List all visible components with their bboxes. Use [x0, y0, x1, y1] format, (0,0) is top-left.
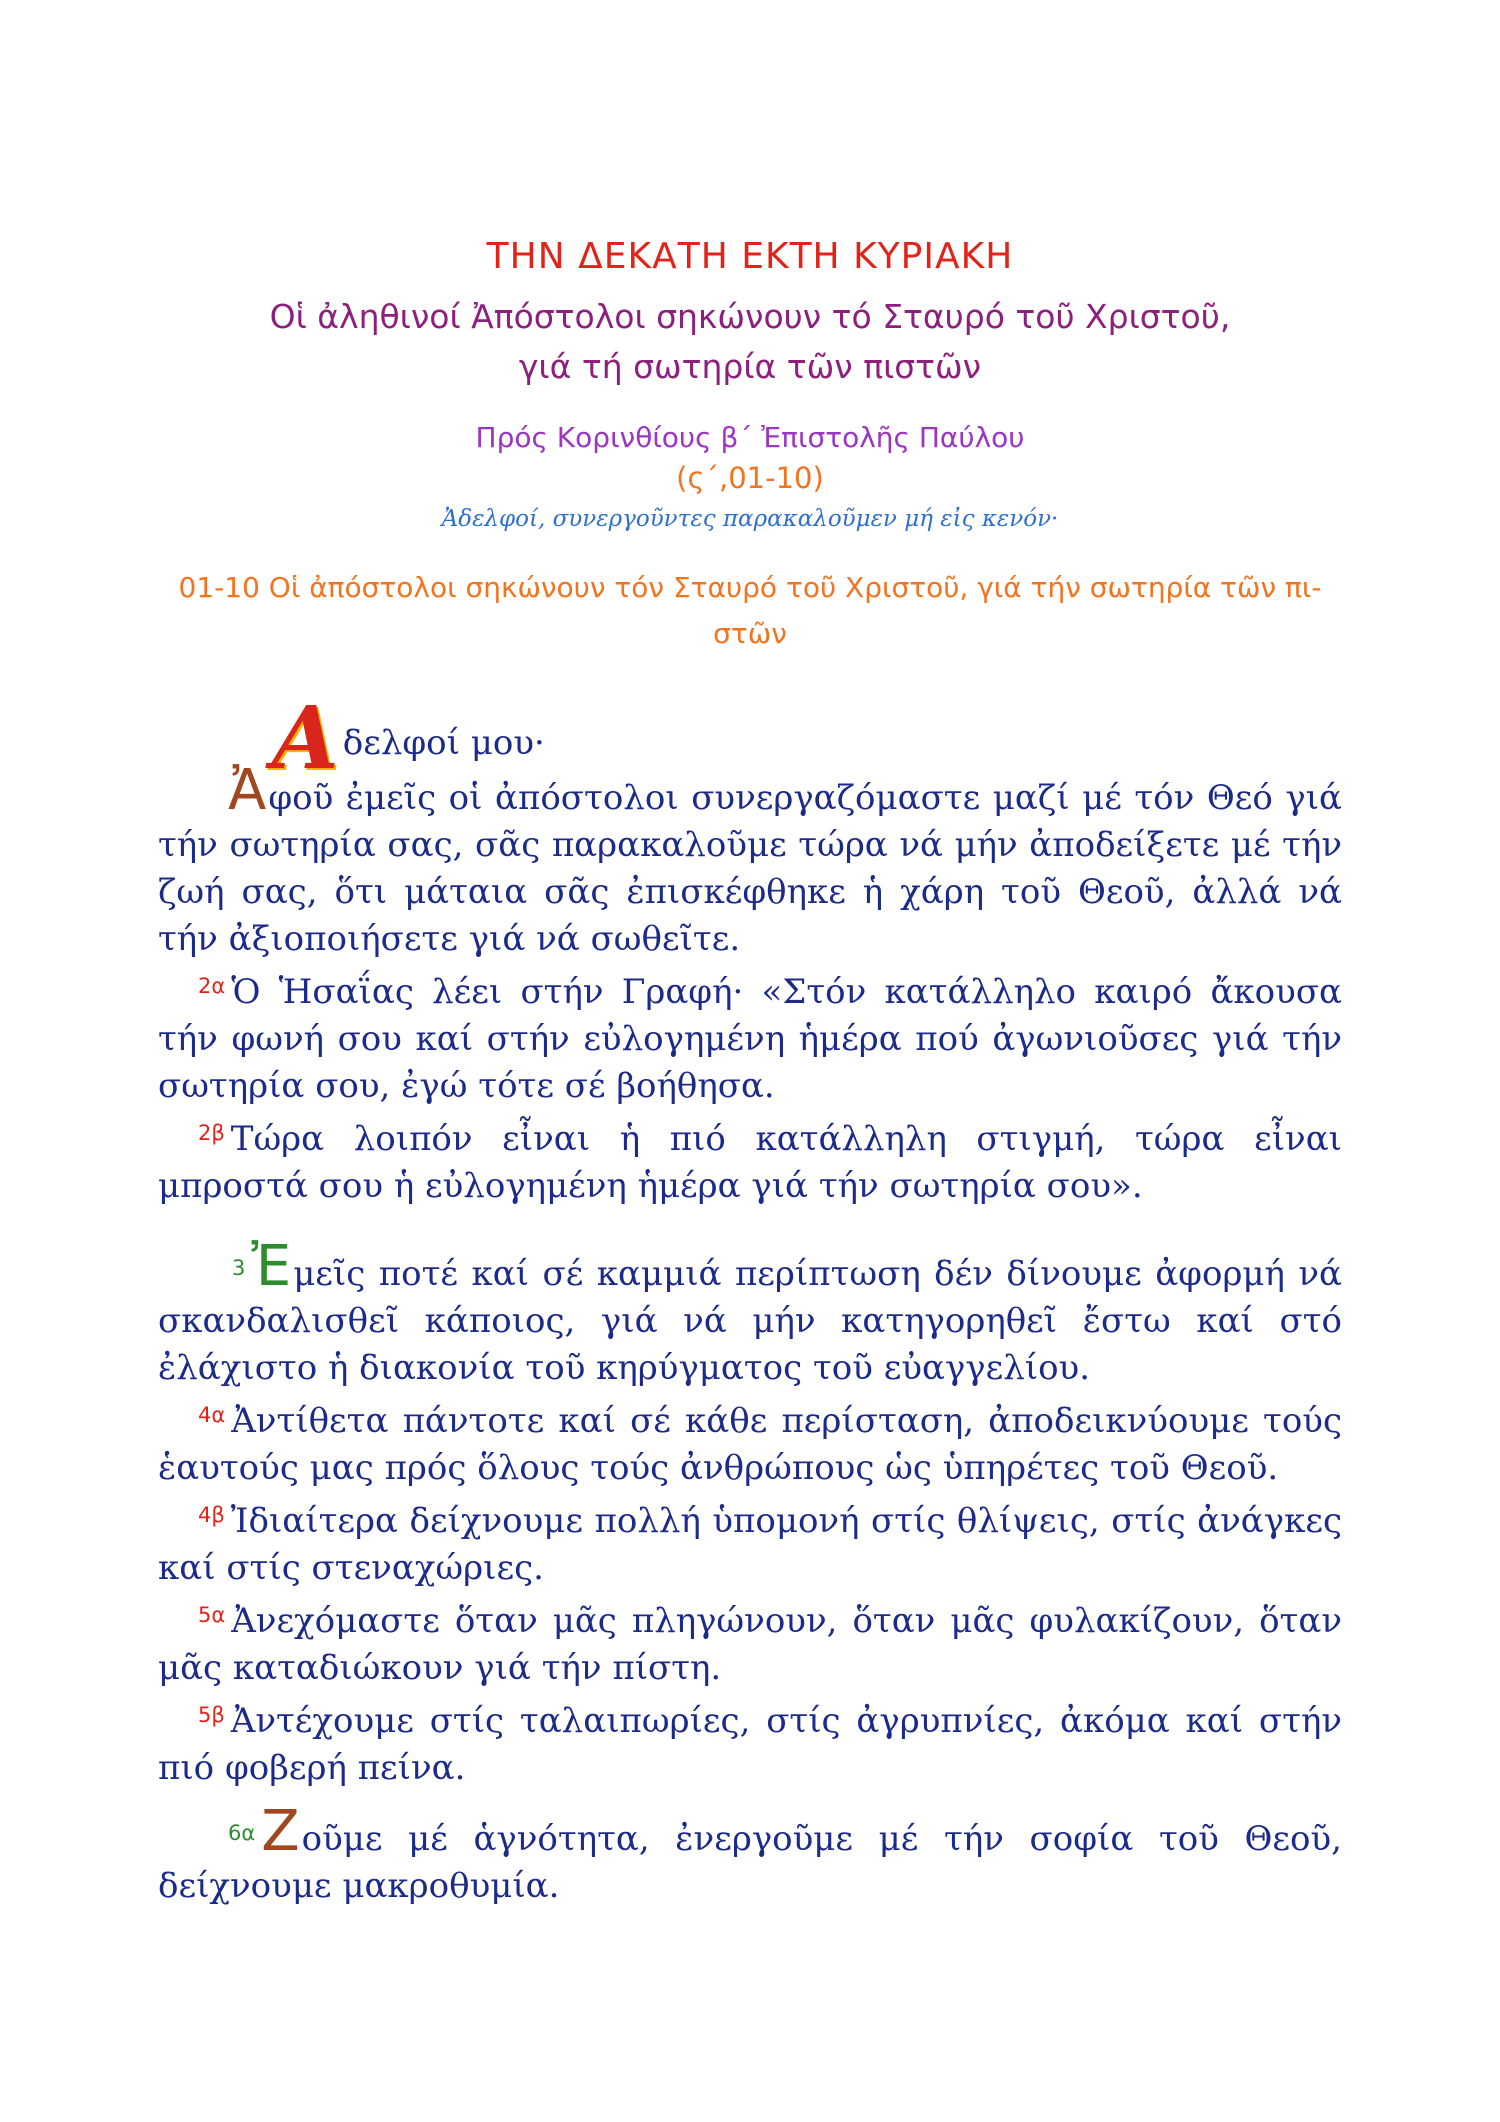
- verse-initial: Ἐ: [251, 1234, 292, 1299]
- verse-paragraph: [158, 1692, 1342, 1792]
- subtitle-line-1: Οἱ ἀληθινοί Ἀπόστολοι σηκώνουν τό Σταυρό τοῦ Χριστοῦ,: [269, 297, 1231, 336]
- verse-number: 5β: [198, 1703, 225, 1727]
- chapter-reference: (ς΄,01-10): [676, 461, 824, 495]
- verse-number: 2β: [198, 1121, 225, 1145]
- greeting-text: δελφοί μου·: [342, 723, 545, 763]
- verse-paragraph: [158, 963, 1342, 1110]
- epistle-heading: Πρός Κορινθίους β΄ Ἐπιστολῆς Παύλου: [475, 421, 1025, 454]
- verse-paragraph: [158, 758, 1342, 963]
- verse-initial: Ζ: [261, 1799, 300, 1864]
- verse-text: Ἀνεχόμαστε ὅταν μᾶς πληγώνουν, ὅταν μᾶς φυλακίζουν, ὅταν μᾶς καταδιώκουν γιά τήν πίστη.: [158, 1601, 1342, 1688]
- verse-text: οῦμε μέ ἁγνότητα, ἐνεργοῦμε μέ τήν σοφία τοῦ Θεοῦ, δείχνουμε μακροθυμία.: [158, 1819, 1342, 1906]
- scripture-section-2: [158, 1234, 1342, 1792]
- verse-text: Ἰδιαίτερα δείχνουμε πολλή ὑπομονή στίς θλίψεις, στίς ἀνάγκες καί στίς στεναχώριες.: [158, 1501, 1342, 1588]
- verse-text: Ἀντέχουμε στίς ταλαιπωρίες, στίς ἀγρυπνίες, ἀκόμα καί στήν πιό φοβερή πείνα.: [158, 1701, 1342, 1788]
- passage-summary: 01-10 Οἱ ἀπόστολοι σηκώνουν τόν Σταυρό τοῦ Χριστοῦ, γιά τήν σωτηρία τῶν πι-στῶν: [178, 571, 1322, 650]
- greeting-line: [272, 688, 545, 789]
- verse-paragraph: [158, 1592, 1342, 1692]
- verse-number: 6α: [228, 1821, 256, 1845]
- verse-text: Τώρα λοιπόν εἶναι ἡ πιό κατάλληλη στιγμή, τώρα εἶναι μπροστά σου ἡ εὐλογημένη ἡμέρα γιά τήν σωτηρία σου».: [158, 1119, 1342, 1206]
- verse-paragraph: [158, 1799, 1342, 1910]
- verse-paragraph: [158, 1392, 1342, 1492]
- verse-number: 3: [232, 1256, 246, 1280]
- verse-initial: Ἀ: [228, 758, 267, 823]
- verse-text: Ἀντίθετα πάντοτε καί σέ κάθε περίσταση, ἀποδεικνύουμε τούς ἑαυτούς μας πρός ὅλους τούς ἀνθρώπους ὡς ὑπηρέτες τοῦ Θεοῦ.: [158, 1401, 1342, 1488]
- verse-paragraph: [158, 1110, 1342, 1210]
- scripture-section-1: [158, 758, 1342, 1210]
- verse-number: 2α: [198, 974, 226, 998]
- verse-number: 4β: [198, 1503, 225, 1527]
- scripture-section-3: [158, 1799, 1342, 1910]
- page-title: ΤΗΝ ΔΕΚΑΤΗ ΕΚΤΗ ΚΥΡΙΑΚΗ: [486, 236, 1014, 277]
- ornate-initial: Α: [272, 688, 339, 789]
- verse-text: μεῖς ποτέ καί σέ καμμιά περίπτωση δέν δίνουμε ἀφορμή νά σκανδαλισθεῖ κάποιος, γιά νά μήν κατηγορηθεῖ ἔστω καί στό ἐλάχιστο ἡ διακονία τοῦ κηρύγματος τοῦ εὐαγγελίου.: [158, 1254, 1342, 1388]
- verse-number: 4α: [198, 1403, 226, 1427]
- verse-paragraph: [158, 1234, 1342, 1392]
- verse-text: Ὁ Ἡσαΐας λέει στήν Γραφή· «Στόν κατάλληλο καιρό ἄκουσα τήν φωνή σου καί στήν εὐλογημένη ἡμέρα πού ἀγωνιοῦσες γιά τήν σωτηρία σου, ἐγώ τότε σέ βοήθησα.: [158, 972, 1342, 1106]
- incipit-line: Ἀδελφοί, συνεργοῦντες παρακαλοῦμεν μή εἰς κενόν·: [441, 506, 1059, 532]
- verse-paragraph: [158, 1492, 1342, 1592]
- subtitle-line-2: γιά τή σωτηρία τῶν πιστῶν: [518, 347, 982, 386]
- page-subtitle: [0, 292, 1500, 392]
- verse-text: φοῦ ἐμεῖς οἱ ἀπόστολοι συνεργαζόμαστε μαζί μέ τόν Θεό γιά τήν σωτηρία σας, σᾶς παρακαλοῦμε τώρα νά μήν ἀποδείξετε μέ τήν ζωή σας, ὅτι μάταια σᾶς ἐπισκέφθηκε ἡ χάρη τοῦ Θεοῦ, ἀλλά νά τήν ἀξιοποιήσετε γιά νά σωθεῖτε.: [158, 778, 1342, 959]
- verse-number: 5α: [198, 1603, 226, 1627]
